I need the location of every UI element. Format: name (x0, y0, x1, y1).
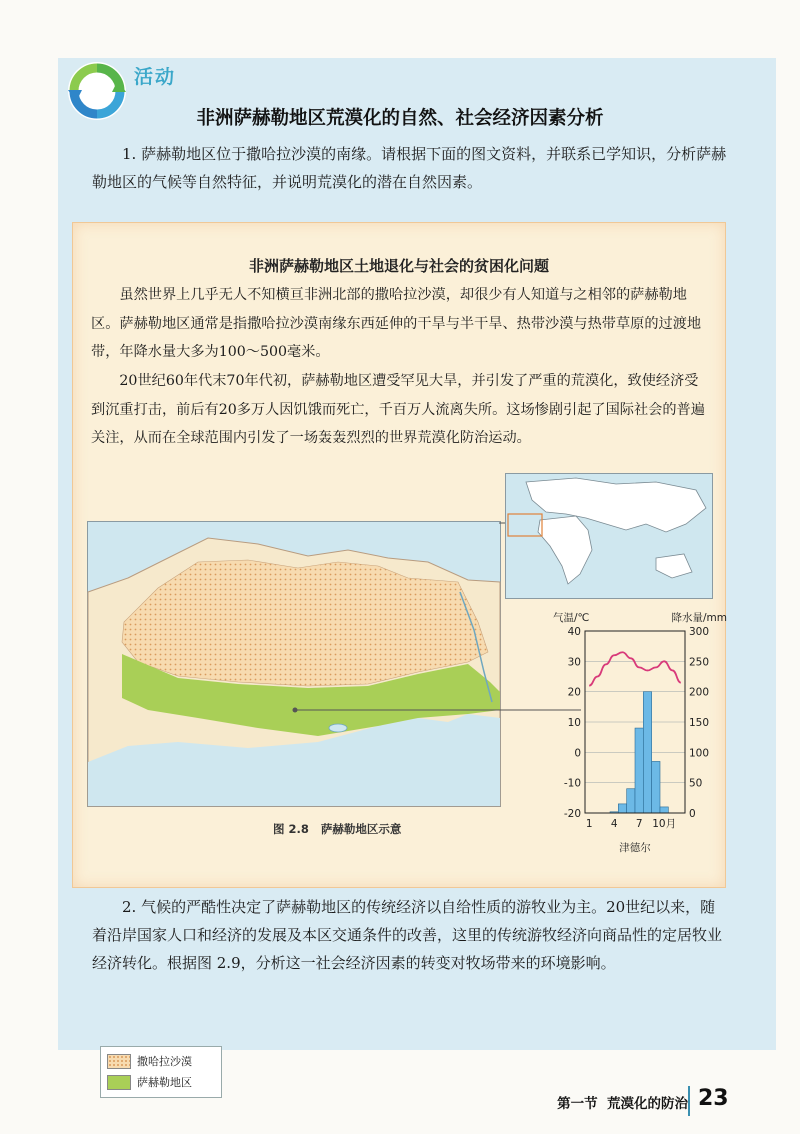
precip-tick-label: 150 (689, 717, 710, 729)
figure-title: 萨赫勒地区示意 (320, 822, 402, 836)
temperature-line (589, 652, 681, 685)
precipitation-bar (618, 804, 626, 813)
station-name: 津德尔 (619, 842, 651, 854)
precipitation-bar (635, 728, 643, 813)
temp-tick-label: 20 (567, 686, 581, 699)
month-tick-label: 1 (585, 818, 593, 830)
question-2: 2. 气候的严酷性决定了萨赫勒地区的传统经济以自给性质的游牧业为主。20世纪以来，随着沿岸国家人口和经济的发展及本区交通条件的改善，这里的传统游牧经济向商品性的定居牧业经济转化。根据图 2.9，分析这一社会经济因素的转变对牧场带来的环境影响。 (92, 898, 723, 972)
precip-tick-label: 100 (689, 747, 710, 760)
precip-tick-label: 0 (689, 808, 696, 820)
question-1: 1. 萨赫勒地区位于撒哈拉沙漠的南缘。请根据下面的图文资料，并联系已学知识，分析萨赫勒地区的气候等自然特征，并说明荒漠化的潜在自然因素。 (92, 145, 727, 191)
precipitation-bar (643, 692, 651, 813)
legend-label-desert: 撒哈拉沙漠 (137, 1055, 192, 1068)
temp-tick-label: -20 (563, 808, 581, 820)
map-legend (100, 1046, 222, 1098)
activity-title: 非洲萨赫勒地区荒漠化的自然、社会经济因素分析 (196, 108, 604, 129)
footer-section-title: 第一节 荒漠化的防治 (557, 1096, 688, 1112)
precipitation-bar (627, 789, 635, 813)
precip-tick-label: 200 (689, 686, 710, 699)
precipitation-bar (660, 807, 668, 813)
legend-swatch-sahel (107, 1075, 131, 1090)
reading-title: 非洲萨赫勒地区土地退化与社会的贫困化问题 (248, 257, 549, 275)
left-axis-label: 气温/℃ (553, 612, 590, 624)
precipitation-bar (652, 761, 660, 813)
figure-number: 图 2.8 (273, 822, 309, 836)
right-axis-label: 降水量/mm (671, 612, 727, 624)
figure-caption (273, 821, 401, 837)
legend-item-desert (107, 1053, 192, 1069)
precip-tick-label: 250 (689, 656, 710, 669)
climate-chart (551, 611, 731, 855)
temp-tick-label: -10 (563, 777, 581, 790)
reading-paragraph-2: 20世纪60年代末70年代初，萨赫勒地区遭受罕见大旱，并引发了严重的荒漠化，致使经济受到沉重打击，前后有20多万人因饥饿而死亡，千百万人流离失所。这场惨剧引起了国际社会的普遍关注，从而在全球范围内引发了一场轰轰烈烈的世界荒漠化防治运动。 (91, 373, 705, 446)
page-number: 23 (698, 1086, 729, 1111)
footer-divider (688, 1086, 690, 1116)
temp-tick-label: 10 (567, 717, 581, 729)
reading-paragraph-1: 虽然世界上几乎无人不知横亘非洲北部的撒哈拉沙漠，却很少有人知道与之相邻的萨赫勒地区。萨赫勒地区通常是指撒哈拉沙漠南缘东西延伸的干旱与半干旱、热带沙漠与热带草原的过渡地带，年降水量大多为100～500毫米。 (91, 287, 702, 360)
month-tick-label: 7 (635, 818, 643, 830)
temp-tick-label: 30 (567, 656, 581, 669)
legend-label-sahel: 萨赫勒地区 (137, 1076, 192, 1089)
legend-swatch-desert (107, 1054, 131, 1069)
month-tick-label: 10月 (652, 818, 677, 830)
precip-tick-label: 300 (689, 626, 710, 638)
month-tick-label: 4 (610, 818, 618, 830)
temp-tick-label: 0 (574, 747, 581, 760)
temp-tick-label: 40 (567, 626, 581, 638)
activity-label: 活动 (134, 66, 177, 88)
legend-item-sahel (107, 1074, 192, 1090)
precip-tick-label: 50 (689, 777, 703, 790)
